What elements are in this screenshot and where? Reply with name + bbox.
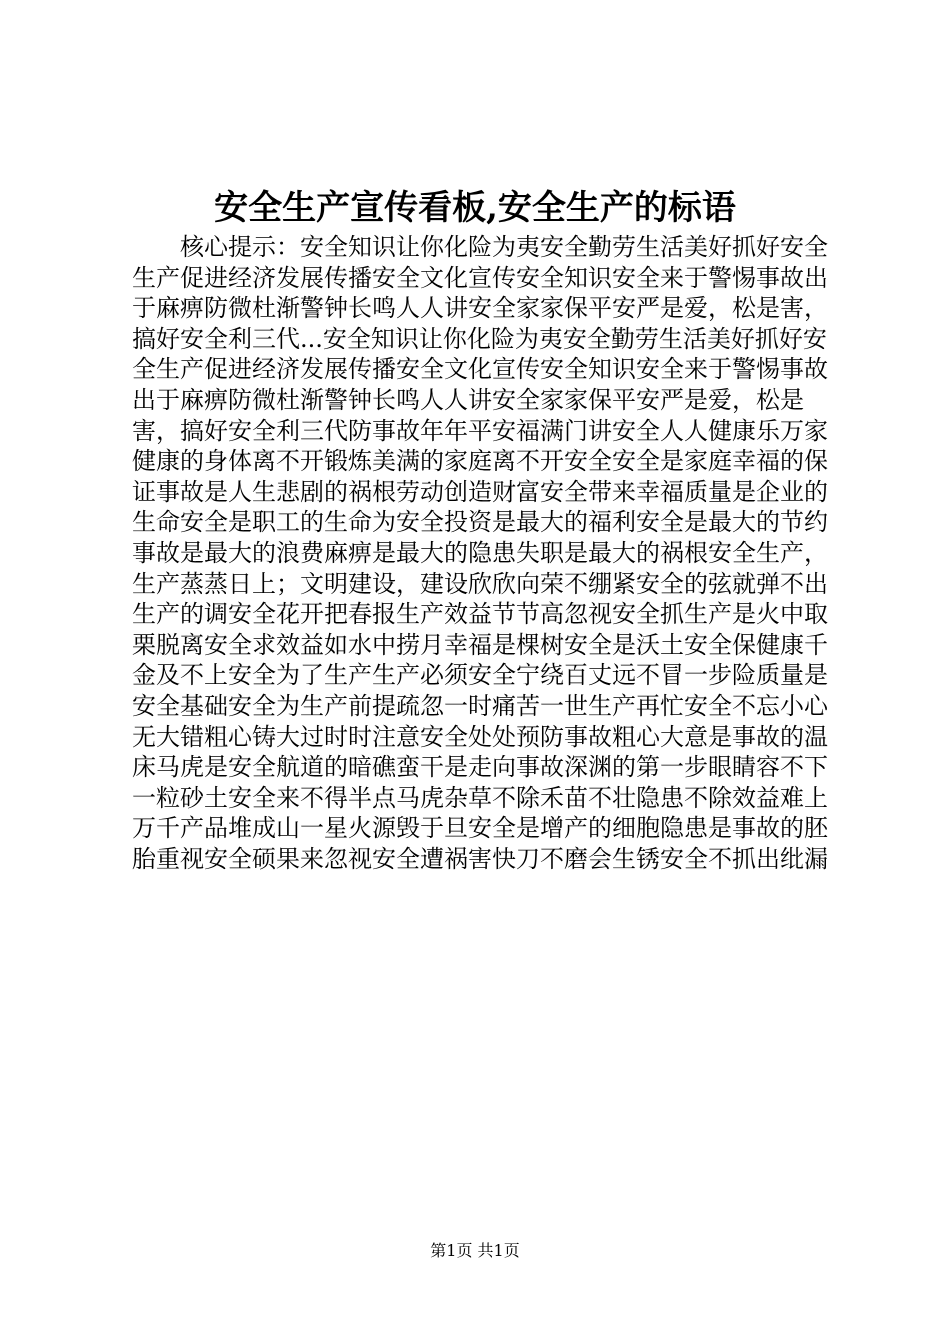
document-title: 安全生产宣传看板,安全生产的标语 [214, 188, 736, 228]
document-body: 核心提示：安全知识让你化险为夷安全勤劳生活美好抓好安全生产促进经济发展传播安全文化宣传安全知识安全来于警惕事故出于麻痹防微杜渐警钟长鸣人人讲安全家家保平安严是爱，松是害，搞好安全利三代...安全知识让你化险为夷安全勤劳生活美好抓好安全生产促进经济发展传播安全文化宣传安全知识安全来于警惕事故出于麻痹防微杜渐警钟长鸣人人讲安全家家保平安严是爱，松是害，搞好安全利三代防事故年年平安福满门讲安全人人健康乐万家健康的身体离不开锻炼美满的家庭离不开安全安全是家庭幸福的保证事故是人生悲剧的祸根劳动创造财富安全带来幸福质量是企业的生命安全是职工的生命为安全投资是最大的福利安全是最大的节约事故是最大的浪费麻痹是最大的隐患失职是最大的祸根安全生产，生产蒸蒸日上；文明建设，建设欣欣向荣不绷紧安全的弦就弹不出生产的调安全花开把春报生产效益节节高忽视安全抓生产是火中取栗脱离安全求效益如水中捞月幸福是棵树安全是沃土安全保健康千金及不上安全为了生产生产必须安全宁绕百丈远不冒一步险质量是安全基础安全为生产前提疏忽一时痛苦一世生产再忙安全不忘小心无大错粗心铸大过时时注意安全处处预防事故粗心大意是事故的温床马虎是安全航道的暗礁蛮干是走向事故深渊的第一步眼睛容不下一粒砂土安全来不得半点马虎杂草不除禾苗不壮隐患不除效益难上万千产品堆成山一星火源毁于旦安全是增产的细胞隐患是事故的胚胎重视安全硕果来忽视安全遭祸害快刀不磨会生锈安全不抓出纰漏 [132, 233, 828, 873]
page-footer: 第1页 共1页 [430, 1241, 520, 1260]
